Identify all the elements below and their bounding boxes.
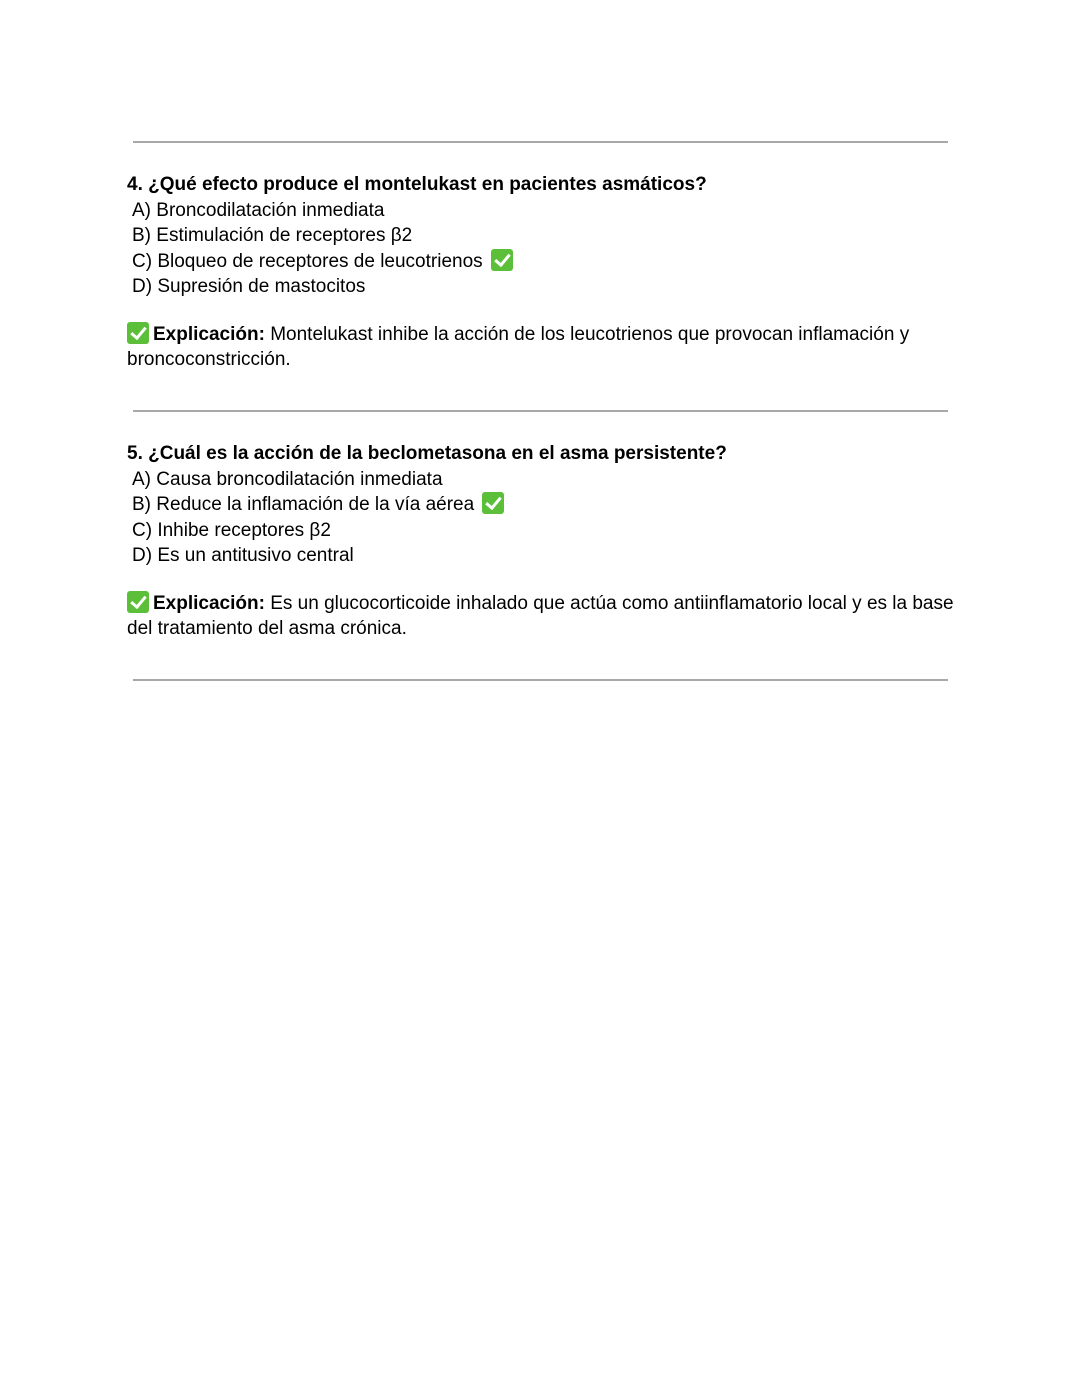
question-5 <box>127 441 957 642</box>
option-c: C) Bloqueo de receptores de leucotrienos <box>127 249 957 275</box>
divider <box>133 679 948 681</box>
check-mark-icon <box>482 492 504 514</box>
explanation-text: Es un glucocorticoide inhalado que actúa como antiinflamatorio local y es la base del tratamiento del asma crónica. <box>127 592 954 639</box>
question-4 <box>127 172 957 373</box>
question-title: 4. ¿Qué efecto produce el montelukast en pacientes asmáticos? <box>127 174 707 195</box>
option-a: A) Broncodilatación inmediata <box>132 199 385 221</box>
check-mark-icon <box>127 591 149 613</box>
option-c: C) Inhibe receptores β2 <box>132 519 331 541</box>
divider <box>133 141 948 143</box>
check-mark-icon <box>127 322 149 344</box>
option-b: B) Reduce la inflamación de la vía aérea <box>127 492 957 518</box>
explanation-label: Explicación: <box>153 323 265 345</box>
divider <box>133 410 948 412</box>
explanation <box>127 322 957 373</box>
check-mark-icon <box>491 249 513 271</box>
question-title: 5. ¿Cuál es la acción de la beclometasona en el asma persistente? <box>127 443 727 464</box>
option-d: D) Es un antitusivo central <box>132 545 354 566</box>
option-d: D) Supresión de mastocitos <box>132 276 366 297</box>
explanation-label: Explicación: <box>153 592 265 614</box>
explanation <box>127 591 957 642</box>
option-b: B) Estimulación de receptores β2 <box>132 225 413 246</box>
option-a: A) Causa broncodilatación inmediata <box>132 468 443 490</box>
explanation-text: Montelukast inhibe la acción de los leucotrienos que provocan inflamación y broncoconstricción. <box>127 323 910 370</box>
